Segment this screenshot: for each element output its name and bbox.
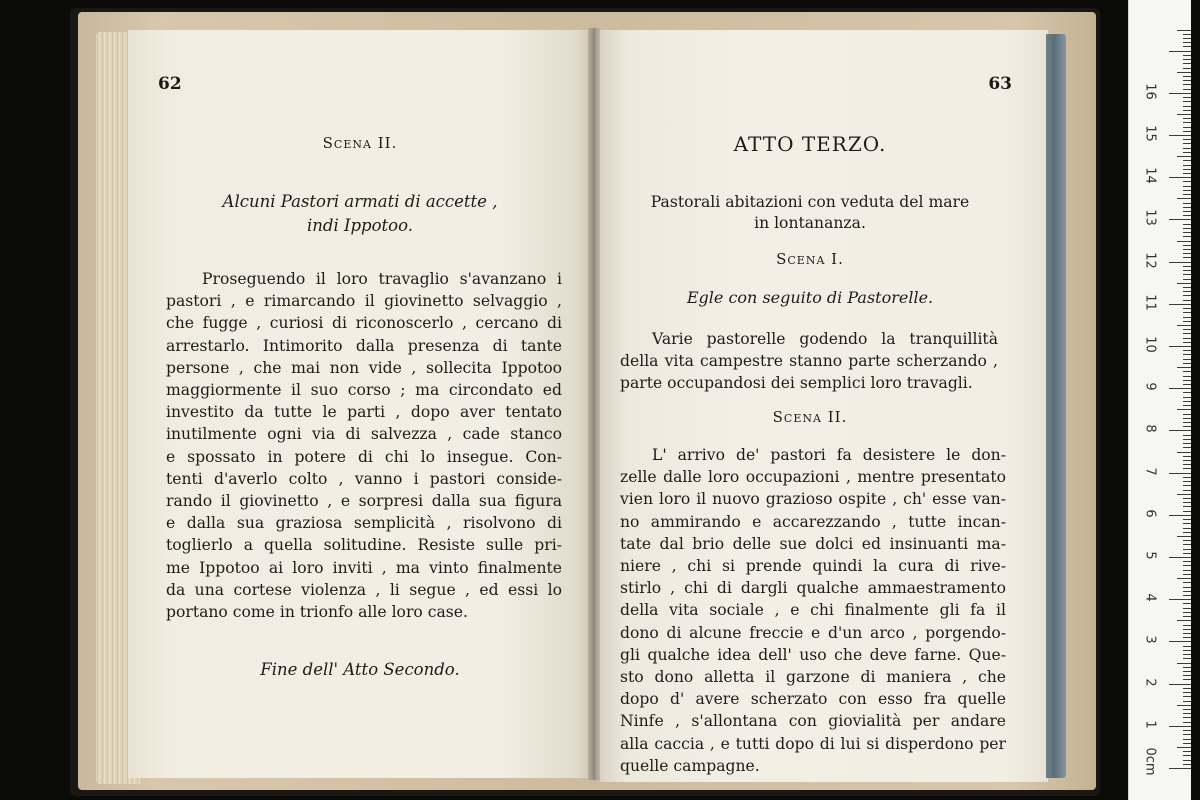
ruler-tick: [1177, 241, 1191, 242]
ruler-tick: [1183, 654, 1191, 655]
right-page-edges: [1046, 34, 1066, 778]
text-line: sto dono alletta il garzone di maniera , che: [620, 668, 1006, 687]
right-page: [600, 30, 1048, 782]
ruler-tick: [1183, 582, 1191, 583]
ruler-tick: [1183, 392, 1191, 393]
ruler-tick: [1183, 101, 1191, 102]
ruler-tick: [1183, 595, 1191, 596]
scene-heading-left: Scena II.: [322, 134, 398, 152]
ruler-tick: [1183, 688, 1191, 689]
ruler-tick: [1169, 51, 1191, 52]
ruler-tick: [1177, 578, 1191, 579]
ruler-tick: [1183, 106, 1191, 107]
ruler-tick: [1183, 215, 1191, 216]
measuring-ruler: [1128, 0, 1191, 800]
ruler-tick: [1183, 701, 1191, 702]
ruler-tick: [1183, 675, 1191, 676]
ruler-tick: [1183, 612, 1191, 613]
ruler-tick: [1183, 587, 1191, 588]
ruler-tick: [1183, 308, 1191, 309]
text-line: niere , chi si prende quindi la cura di rive-: [620, 557, 1006, 576]
ruler-tick: [1183, 34, 1191, 35]
ruler-tick: [1183, 456, 1191, 457]
ruler-tick: [1183, 68, 1191, 69]
ruler-tick: [1183, 194, 1191, 195]
scene1-text: [620, 328, 998, 395]
ruler-tick: [1183, 667, 1191, 668]
text-line: dono di alcune freccie e d'un arco , porgendo-: [620, 623, 1006, 642]
ruler-tick: [1169, 93, 1191, 94]
ruler-tick: [1177, 283, 1191, 284]
ruler-tick: [1177, 663, 1191, 664]
ruler-tick: [1183, 490, 1191, 491]
ruler-tick: [1169, 515, 1191, 516]
ruler-tick: [1183, 279, 1191, 280]
ruler-tick: [1183, 414, 1191, 415]
ruler-tick: [1183, 498, 1191, 499]
ruler-tick: [1183, 274, 1191, 275]
stage-direction-left: [128, 190, 592, 238]
text-line: e dalla sua graziosa semplicità , risolvono di: [166, 514, 562, 533]
ruler-tick: [1177, 72, 1191, 73]
ruler-tick: [1183, 165, 1191, 166]
scene2-text: [620, 444, 1006, 777]
ruler-label: 10: [1142, 336, 1158, 353]
ruler-tick: [1177, 156, 1191, 157]
ruler-label: 1: [1142, 720, 1158, 729]
ruler-tick: [1177, 705, 1191, 706]
ruler-tick: [1183, 359, 1191, 360]
ruler-tick: [1183, 734, 1191, 735]
ruler-tick: [1183, 245, 1191, 246]
ruler-tick: [1183, 426, 1191, 427]
ruler-tick: [1183, 511, 1191, 512]
ruler-tick: [1183, 110, 1191, 111]
ruler-label: 6: [1142, 509, 1158, 518]
ruler-tick: [1183, 312, 1191, 313]
ruler-tick: [1183, 616, 1191, 617]
ruler-label: 12: [1142, 251, 1158, 269]
ruler-label: 8: [1142, 424, 1158, 434]
stage-direction-line: Alcuni Pastori armati di accette ,: [222, 192, 498, 211]
ruler-tick: [1183, 722, 1191, 723]
ruler-tick: [1183, 717, 1191, 718]
ruler-label: 9: [1142, 382, 1158, 391]
ruler-tick: [1183, 160, 1191, 161]
ruler-tick: [1183, 186, 1191, 187]
ruler-tick: [1169, 684, 1191, 685]
ruler-tick: [1183, 46, 1191, 47]
ruler-label: 13: [1142, 209, 1158, 227]
ruler-label: 0cm: [1142, 747, 1158, 776]
ruler-tick: [1183, 561, 1191, 562]
ruler-tick: [1177, 325, 1191, 326]
ruler-tick: [1183, 127, 1191, 128]
ruler-tick: [1183, 608, 1191, 609]
ruler-tick: [1169, 726, 1191, 727]
act-title: ATTO TERZO.: [733, 132, 887, 156]
ruler-tick: [1183, 371, 1191, 372]
ruler-tick: [1183, 173, 1191, 174]
text-line: no ammirando e accarezzando , tutte incan-: [620, 512, 1006, 531]
ruler-tick: [1183, 650, 1191, 651]
ruler-tick: [1183, 143, 1191, 144]
ruler-tick: [1183, 755, 1191, 756]
page-number-left: 62: [158, 74, 182, 94]
ruler-tick: [1183, 401, 1191, 402]
ruler-tick: [1169, 177, 1191, 178]
text-line: vien loro il nuovo grazioso ospite , ch' esse van-: [620, 490, 1006, 509]
ruler-tick: [1177, 114, 1191, 115]
ruler-tick: [1183, 266, 1191, 267]
ruler-tick: [1183, 376, 1191, 377]
ruler-tick: [1183, 42, 1191, 43]
ruler-tick: [1177, 367, 1191, 368]
ruler-tick: [1183, 603, 1191, 604]
ruler-tick: [1177, 409, 1191, 410]
setting-line: Pastorali abitazioni con veduta del mare: [650, 193, 970, 211]
ruler-tick: [1177, 452, 1191, 453]
ruler-tick: [1183, 203, 1191, 204]
ruler-tick: [1183, 76, 1191, 77]
ruler-tick: [1183, 190, 1191, 191]
text-line: e spossato in potere di chi lo insegue. Con-: [166, 447, 562, 466]
ruler-tick: [1183, 354, 1191, 355]
ruler-tick: [1183, 481, 1191, 482]
ruler-tick: [1183, 540, 1191, 541]
ruler-tick: [1183, 55, 1191, 56]
text-line: maggiormente il suo corso ; ma circondato ed: [166, 381, 562, 400]
ruler-tick: [1183, 249, 1191, 250]
ruler-tick: [1183, 228, 1191, 229]
ruler-tick: [1183, 447, 1191, 448]
scene-direction-1: Egle con seguito di Pastorelle.: [686, 288, 934, 307]
ruler-label: 4: [1142, 593, 1158, 602]
page-number-right: 63: [988, 74, 1012, 94]
ruler-tick: [1183, 743, 1191, 744]
body-text-left: [166, 268, 562, 623]
ruler-tick: [1183, 464, 1191, 465]
ruler-tick: [1183, 460, 1191, 461]
ruler-tick: [1183, 236, 1191, 237]
stage-direction-line: indi Ippotoo.: [306, 216, 414, 235]
ruler-tick: [1183, 122, 1191, 123]
ruler-tick: [1183, 232, 1191, 233]
ruler-tick: [1183, 477, 1191, 478]
ruler-tick: [1183, 528, 1191, 529]
ruler-tick: [1183, 443, 1191, 444]
ruler-tick: [1183, 342, 1191, 343]
ruler-tick: [1183, 646, 1191, 647]
ruler-tick: [1183, 224, 1191, 225]
ruler-tick: [1177, 494, 1191, 495]
text-line: tate dal brio delle sue dolci ed insinuanti ma-: [620, 534, 1006, 553]
ruler-tick: [1183, 118, 1191, 119]
ruler-tick: [1169, 599, 1191, 600]
ruler-tick: [1183, 696, 1191, 697]
ruler-tick: [1169, 473, 1191, 474]
ruler-tick: [1177, 620, 1191, 621]
ruler-label: 15: [1142, 125, 1158, 142]
text-line: toglierlo a quella solitudine. Resiste sulle pri-: [166, 536, 562, 555]
ruler-tick: [1183, 625, 1191, 626]
ruler-tick: [1169, 304, 1191, 305]
ruler-label: 2: [1142, 677, 1158, 687]
ruler-tick: [1183, 397, 1191, 398]
ruler-tick: [1183, 519, 1191, 520]
setting-line: in lontananza.: [754, 214, 866, 232]
ruler-tick: [1177, 747, 1191, 748]
text-line: tenti d'averlo colto , vanno i pastori conside-: [166, 469, 562, 488]
ruler-tick: [1183, 363, 1191, 364]
ruler-tick: [1183, 435, 1191, 436]
text-line: inutilmente ogni via di salvezza , cade stanco: [166, 425, 562, 444]
ruler-tick: [1183, 713, 1191, 714]
text-line: gli qualche idea dell' uso che deve farne. Que-: [620, 645, 1006, 664]
ruler-tick: [1169, 768, 1191, 769]
ruler-tick: [1183, 139, 1191, 140]
ruler-tick: [1183, 338, 1191, 339]
ruler-label: 14: [1142, 167, 1158, 184]
text-line: pastori , e rimarcando il giovinetto selvaggio ,: [166, 292, 562, 311]
ruler-tick: [1183, 148, 1191, 149]
ruler-tick: [1183, 321, 1191, 322]
text-line: me Ippotoo ai loro inviti , ma vinto finalmente: [166, 558, 562, 577]
ruler-tick: [1183, 730, 1191, 731]
ruler-tick: [1177, 198, 1191, 199]
ruler-tick: [1183, 270, 1191, 271]
text-line: che fugge , curiosi di riconoscerlo , cercano di: [166, 314, 562, 333]
ruler-tick: [1183, 211, 1191, 212]
ruler-tick: [1183, 181, 1191, 182]
ruler-tick: [1183, 565, 1191, 566]
ruler-tick: [1183, 751, 1191, 752]
ruler-tick: [1183, 84, 1191, 85]
text-line: Proseguendo il loro travaglio s'avanzano i: [202, 270, 562, 288]
ruler-tick: [1183, 692, 1191, 693]
ruler-tick: [1183, 291, 1191, 292]
ruler-tick: [1177, 536, 1191, 537]
ruler-tick: [1183, 131, 1191, 132]
ruler-label: 3: [1142, 635, 1158, 645]
ruler-tick: [1183, 532, 1191, 533]
text-line: persone , che mai non vide , sollecita Ippotoo: [166, 358, 562, 377]
ruler-tick: [1183, 629, 1191, 630]
text-line: quelle campagne.: [620, 756, 760, 775]
ruler-tick: [1169, 557, 1191, 558]
text-line: arrestarlo. Intimorito dalla presenza di tante: [166, 336, 562, 355]
text-line: investito da tutte le parti , dopo aver tentato: [166, 403, 562, 422]
ruler-tick: [1183, 544, 1191, 545]
ruler-label: 11: [1142, 294, 1158, 311]
ruler-tick: [1169, 430, 1191, 431]
ruler-tick: [1169, 135, 1191, 136]
ruler-tick: [1183, 152, 1191, 153]
ruler-tick: [1183, 418, 1191, 419]
text-line: parte occupandosi dei semplici loro travagli.: [620, 374, 973, 393]
ruler-tick: [1183, 679, 1191, 680]
ruler-tick: [1183, 38, 1191, 39]
ruler-tick: [1183, 63, 1191, 64]
ruler-tick: [1169, 641, 1191, 642]
ruler-tick: [1183, 468, 1191, 469]
ruler-tick: [1183, 739, 1191, 740]
ruler-tick: [1183, 591, 1191, 592]
text-line: Varie pastorelle godendo la tranquillità: [652, 330, 998, 348]
ruler-label: 7: [1142, 466, 1158, 476]
ruler-tick: [1183, 97, 1191, 98]
ruler-tick: [1183, 439, 1191, 440]
ruler-tick: [1183, 658, 1191, 659]
ruler-tick: [1183, 760, 1191, 761]
ruler-tick: [1183, 384, 1191, 385]
ruler-tick: [1183, 300, 1191, 301]
ruler-tick: [1183, 207, 1191, 208]
ruler-tick: [1183, 553, 1191, 554]
ruler-label: 5: [1142, 551, 1158, 560]
ruler-tick: [1169, 388, 1191, 389]
ruler-tick: [1177, 30, 1191, 31]
setting-description: [600, 192, 1020, 234]
text-line: portano come in trionfo alle loro case.: [166, 603, 468, 622]
ruler-tick: [1183, 637, 1191, 638]
ruler-tick: [1183, 287, 1191, 288]
ruler-tick: [1183, 329, 1191, 330]
ruler-tick: [1183, 574, 1191, 575]
ruler-tick: [1169, 219, 1191, 220]
ruler-tick: [1183, 671, 1191, 672]
text-line: L' arrivo de' pastori fa desistere le don-: [652, 446, 1006, 464]
text-line: della vita sociale , e chi finalmente gli fa il: [620, 601, 1006, 620]
ruler-tick: [1183, 633, 1191, 634]
ruler-tick: [1183, 549, 1191, 550]
ruler-tick: [1183, 570, 1191, 571]
text-line: Ninfe , s'allontana con giovialità per andare: [620, 712, 1006, 731]
ruler-tick: [1183, 59, 1191, 60]
ruler-tick: [1183, 253, 1191, 254]
text-line: alla caccia , e tutti dopo di lui si disperdono per: [620, 734, 1006, 753]
ruler-tick: [1169, 262, 1191, 263]
ruler-label: 16: [1142, 83, 1158, 100]
ruler-tick: [1183, 764, 1191, 765]
text-line: stirlo , chi di dargli qualche ammaestramento: [620, 579, 1006, 598]
text-line: della vita campestre stanno parte scherzando ,: [620, 352, 998, 371]
act-closing: Fine dell' Atto Secondo.: [260, 660, 460, 679]
ruler-tick: [1183, 295, 1191, 296]
ruler-tick: [1183, 506, 1191, 507]
ruler-tick: [1183, 333, 1191, 334]
ruler-tick: [1183, 523, 1191, 524]
ruler-tick: [1183, 709, 1191, 710]
ruler-tick: [1183, 317, 1191, 318]
ruler-tick: [1183, 502, 1191, 503]
text-line: da una cortese violenza , li segue , ed essi lo: [166, 580, 562, 599]
ruler-tick: [1183, 485, 1191, 486]
left-page: [128, 30, 592, 778]
ruler-tick: [1169, 346, 1191, 347]
ruler-tick: [1183, 350, 1191, 351]
ruler-tick: [1183, 405, 1191, 406]
ruler-tick: [1183, 422, 1191, 423]
scene-heading-2: Scena II.: [772, 408, 848, 426]
ruler-tick: [1183, 80, 1191, 81]
ruler-tick: [1183, 169, 1191, 170]
scene-heading-1: Scena I.: [776, 250, 844, 268]
ruler-tick: [1183, 257, 1191, 258]
text-line: zelle dalle loro occupazioni , mentre presentato: [620, 468, 1006, 487]
ruler-tick: [1183, 89, 1191, 90]
ruler-tick: [1183, 380, 1191, 381]
text-line: rando il giovinetto , e sorpresi dalla sua figura: [166, 492, 562, 511]
text-line: dopo d' avere scherzato con esso fra quelle: [620, 690, 1006, 709]
